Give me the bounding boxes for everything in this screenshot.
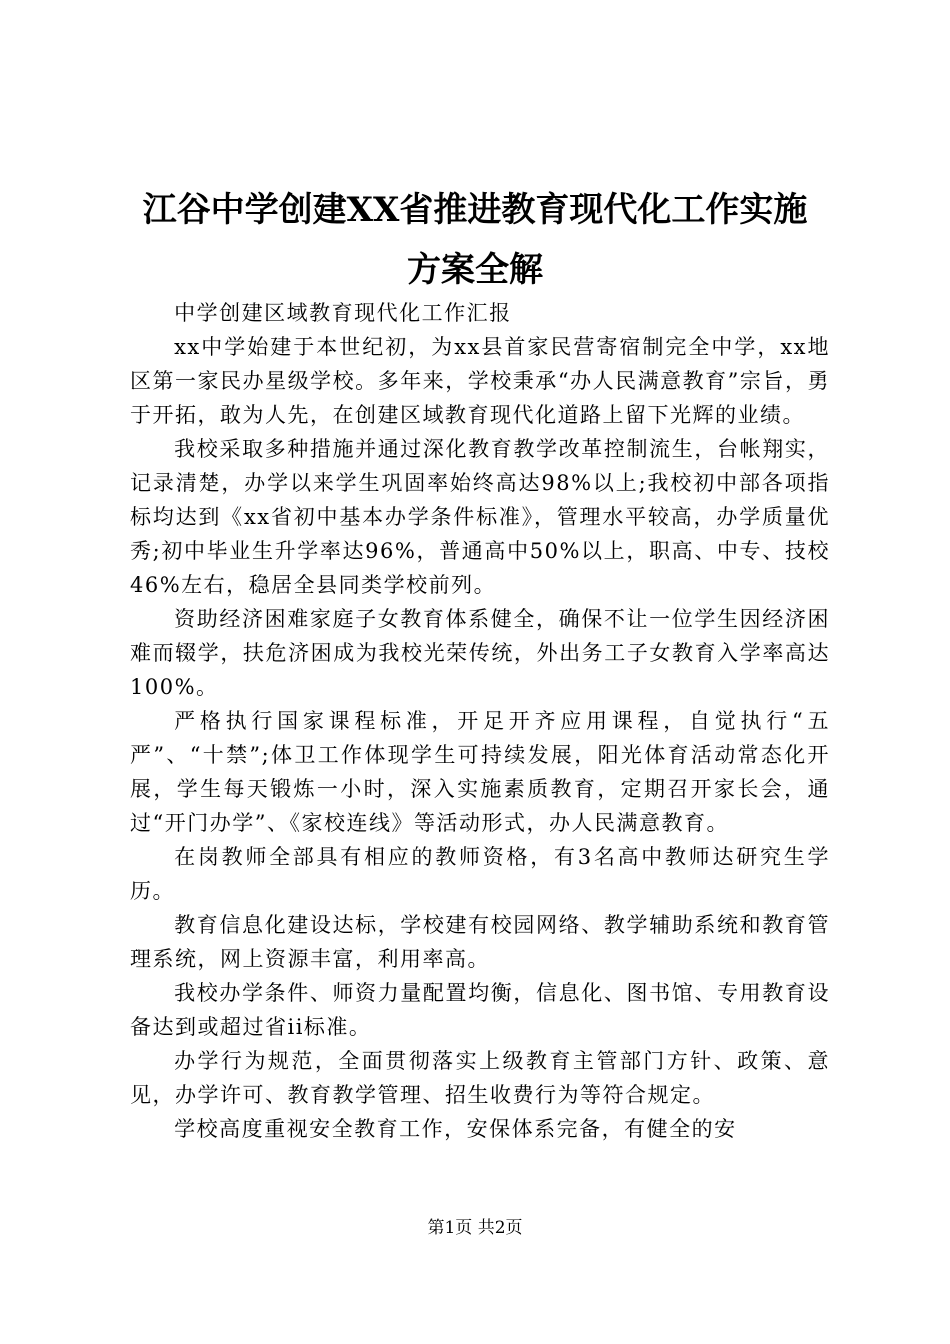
paragraph: 办学行为规范，全面贯彻落实上级教育主管部门方针、政策、意见，办学许可、教育教学管理、招生收费行为等符合规定。 [130, 1049, 830, 1107]
paragraph: 严格执行国家课程标准，开足开齐应用课程，自觉执行“五严”、“十禁”;体卫工作体现学生可持续发展，阳光体育活动常态化开展，学生每天锻炼一小时，深入实施素质教育，定期召开家长会，通过“开门办学”、《家校连线》等活动形式，办人民满意教育。 [130, 709, 830, 835]
document-title-line-1: 江谷中学创建XX省推进教育现代化工作实施 [142, 190, 808, 230]
paragraph: 学校高度重视安全教育工作，安保体系完备，有健全的安 [174, 1117, 737, 1141]
paragraph: 资助经济困难家庭子女教育体系健全，确保不让一位学生因经济困难而辍学，扶危济困成为我校光荣传统，外出务工子女教育入学率高达100%。 [130, 607, 830, 699]
paragraph: 我校采取多种措施并通过深化教育教学改革控制流生，台帐翔实，记录清楚，办学以来学生巩固率始终高达98%以上;我校初中部各项指标均达到《xx省初中基本办学条件标准》，管理水平较高，办学质量优秀;初中毕业生升学率达96%，普通高中50%以上，职高、中专、技校46%左右，稳居全县同类学校前列。 [130, 437, 830, 597]
paragraph: 在岗教师全部具有相应的教师资格，有3名高中教师达研究生学历。 [130, 845, 830, 903]
document-title-line-2: 方案全解 [407, 250, 543, 290]
page-footer: 第1页 共2页 [427, 1218, 523, 1238]
paragraph: 教育信息化建设达标，学校建有校园网络、教学辅助系统和教育管理系统，网上资源丰富，利用率高。 [130, 913, 830, 971]
document-body [130, 296, 830, 1146]
paragraph: 我校办学条件、师资力量配置均衡，信息化、图书馆、专用教育设备达到或超过省ii标准。 [130, 981, 830, 1039]
paragraph-subtitle: 中学创建区域教育现代化工作汇报 [174, 301, 512, 325]
paragraph: xx中学始建于本世纪初，为xx县首家民营寄宿制完全中学，xx地区第一家民办星级学校。多年来，学校秉承“办人民满意教育”宗旨，勇于开拓，敢为人先，在创建区域教育现代化道路上留下光辉的业绩。 [130, 335, 830, 427]
